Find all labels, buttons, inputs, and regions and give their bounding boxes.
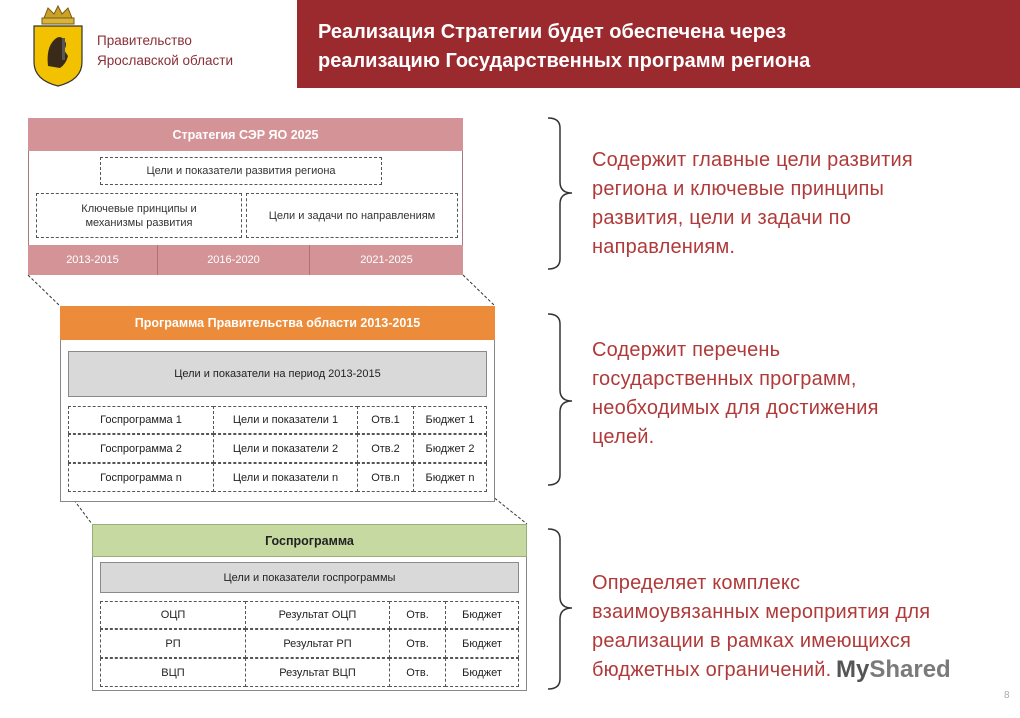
strategy-goals: Цели и показатели развития региона [100, 157, 382, 185]
state-program-cell: ВЦП [100, 658, 246, 687]
state-program-cell: Бюджет [445, 629, 519, 658]
state-program-goals: Цели и показатели госпрограммы [100, 562, 519, 593]
slide-title: Реализация Стратегии будет обеспечена через реализацию Государственных программ региона [318, 21, 811, 72]
program-cell: Госпрограмма 1 [68, 406, 214, 434]
program-cell: Бюджет 1 [413, 406, 487, 434]
state-program-cell: Отв. [389, 658, 446, 687]
organization-name: Правительство Ярославской области [97, 33, 234, 68]
program-cell: Бюджет 2 [413, 434, 487, 463]
brace-icon [546, 527, 576, 691]
state-program-cell: Отв. [389, 601, 446, 629]
state-program-cell: Результат ВЦП [245, 658, 390, 687]
strategy-header: Стратегия СЭР ЯО 2025 [28, 118, 463, 151]
program-description: Содержит перечень государственных программ, необходимых для достижения целей. [592, 339, 879, 448]
state-program-cell: Результат РП [245, 629, 390, 658]
page-number: 8 [1004, 690, 1010, 701]
program-cell: Цели и показатели n [213, 463, 358, 492]
watermark: MyShared [836, 656, 951, 683]
strategy-period: 2016-2020 [158, 245, 310, 275]
program-cell: Госпрограмма n [68, 463, 214, 492]
program-goals: Цели и показатели на период 2013-2015 [68, 351, 487, 397]
program-cell: Цели и показатели 1 [213, 406, 358, 434]
state-program-cell: РП [100, 629, 246, 658]
state-program-description: Определяет комплекс взаимоувязанных мероприятия для реализации в рамках имеющихся бюджетных ограничений. [592, 572, 931, 681]
program-cell: Бюджет n [413, 463, 487, 492]
program-cell: Отв.2 [357, 434, 414, 463]
program-cell: Отв.n [357, 463, 414, 492]
brace-icon [546, 116, 576, 271]
strategy-period: 2013-2015 [28, 245, 158, 275]
program-header: Программа Правительства области 2013-2015 [60, 306, 495, 340]
program-cell: Госпрограмма 2 [68, 434, 214, 463]
brace-icon [546, 312, 576, 487]
strategy-description: Содержит главные цели развития региона и ключевые принципы развития, цели и задачи по направлениям. [592, 149, 913, 258]
state-program-cell: Результат ОЦП [245, 601, 390, 629]
strategy-period: 2021-2025 [310, 245, 463, 275]
state-program-cell: ОЦП [100, 601, 246, 629]
strategy-directions: Цели и задачи по направлениям [246, 193, 458, 238]
state-program-cell: Бюджет [445, 601, 519, 629]
strategy-principles: Ключевые принципы и механизмы развития [36, 193, 242, 238]
state-program-cell: Бюджет [445, 658, 519, 687]
state-program-cell: Отв. [389, 629, 446, 658]
program-cell: Отв.1 [357, 406, 414, 434]
program-cell: Цели и показатели 2 [213, 434, 358, 463]
state-program-header: Госпрограмма [92, 524, 527, 557]
